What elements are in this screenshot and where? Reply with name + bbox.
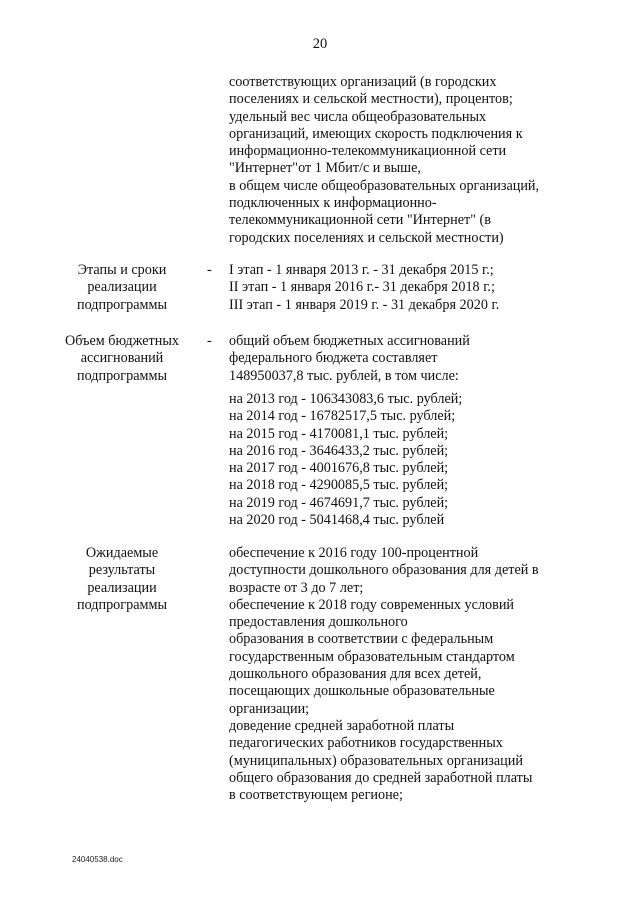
label-line: реализации [87, 279, 157, 296]
label-line: Объем бюджетных [65, 333, 179, 349]
budget-intro [229, 333, 559, 385]
file-name-footer: 24040538.doc [72, 855, 123, 864]
intro-text [229, 74, 559, 247]
text-line: городских поселениях и сельской местности) [229, 229, 504, 246]
text-line: в соответствующем регионе; [229, 787, 403, 804]
year-line: на 2015 год - 4170081,1 тыс. рублей; [229, 425, 449, 442]
label-line: подпрограммы [77, 367, 167, 384]
text-line: I этап - 1 января 2013 г. - 31 декабря 2015 г.; [229, 262, 494, 278]
results-text [229, 545, 559, 804]
page-number: 20 [312, 36, 328, 52]
text-line: информационно-телекоммуникационной сети [229, 143, 507, 160]
text-line: III этап - 1 января 2019 г. - 31 декабря 2020 г. [229, 296, 500, 313]
year-line: на 2016 год - 3646433,2 тыс. рублей; [229, 442, 449, 459]
text-line: дошкольного образования для всех детей, [229, 666, 482, 683]
text-line: "Интернет"от 1 Мбит/с и выше, [229, 160, 421, 177]
text-line: телекоммуникационной сети "Интернет" (в [229, 212, 491, 229]
label-line: Этапы и сроки [77, 262, 167, 278]
label-line: реализации [87, 579, 157, 596]
year-line: на 2020 год - 5041468,4 тыс. рублей [229, 512, 445, 529]
text-line: поселениях и сельской местности), процентов; [229, 91, 513, 108]
text-line: организации; [229, 700, 310, 717]
text-line: в общем числе общеобразовательных организаций, [229, 177, 540, 194]
label-line: результаты [88, 562, 156, 579]
text-line: доступности дошкольного образования для детей в [229, 562, 539, 579]
text-line: обеспечение к 2016 году 100-процентной [229, 545, 479, 561]
label-line: подпрограммы [77, 596, 167, 613]
label-line: ассигнований [80, 350, 164, 367]
text-line: возрасте от 3 до 7 лет; [229, 579, 364, 596]
text-line: 148950037,8 тыс. рублей, в том числе: [229, 367, 459, 384]
text-line: педагогических работников государственных [229, 735, 503, 752]
text-line: общего образования до средней заработной платы [229, 769, 533, 786]
year-line: на 2014 год - 16782517,5 тыс. рублей; [229, 408, 456, 425]
stages-text [229, 262, 559, 314]
text-line: образования в соответствии с федеральным [229, 631, 494, 648]
label-line: подпрограммы [77, 296, 167, 313]
year-line: на 2018 год - 4290085,5 тыс. рублей; [229, 477, 449, 494]
text-line: обеспечение к 2018 году современных условий [229, 596, 515, 613]
text-line: доведение средней заработной платы [229, 717, 455, 734]
year-line: на 2013 год - 106343083,6 тыс. рублей; [229, 391, 463, 407]
budget-label [60, 333, 184, 385]
text-line: организаций, имеющих скорость подключения к [229, 125, 523, 142]
budget-dash: - [207, 333, 212, 349]
text-line: (муниципальных) образовательных организаций [229, 752, 523, 769]
text-line: посещающих дошкольные образовательные [229, 683, 495, 700]
results-label [60, 545, 184, 614]
text-line: II этап - 1 января 2016 г.- 31 декабря 2018 г.; [229, 279, 495, 296]
label-line: Ожидаемые [85, 545, 159, 561]
budget-years [229, 391, 559, 529]
text-line: федерального бюджета составляет [229, 350, 438, 367]
stages-dash: - [207, 262, 212, 278]
text-line: предоставления дошкольного [229, 614, 408, 631]
text-line: общий объем бюджетных ассигнований [229, 333, 470, 349]
text-line: подключенных к информационно- [229, 195, 437, 212]
year-line: на 2017 год - 4001676,8 тыс. рублей; [229, 460, 449, 477]
stages-label [60, 262, 184, 314]
text-line: соответствующих организаций (в городских [229, 74, 497, 90]
text-line: удельный вес числа общеобразовательных [229, 108, 487, 125]
year-line: на 2019 год - 4674691,7 тыс. рублей; [229, 494, 449, 511]
text-line: государственным образовательным стандартом [229, 648, 515, 665]
